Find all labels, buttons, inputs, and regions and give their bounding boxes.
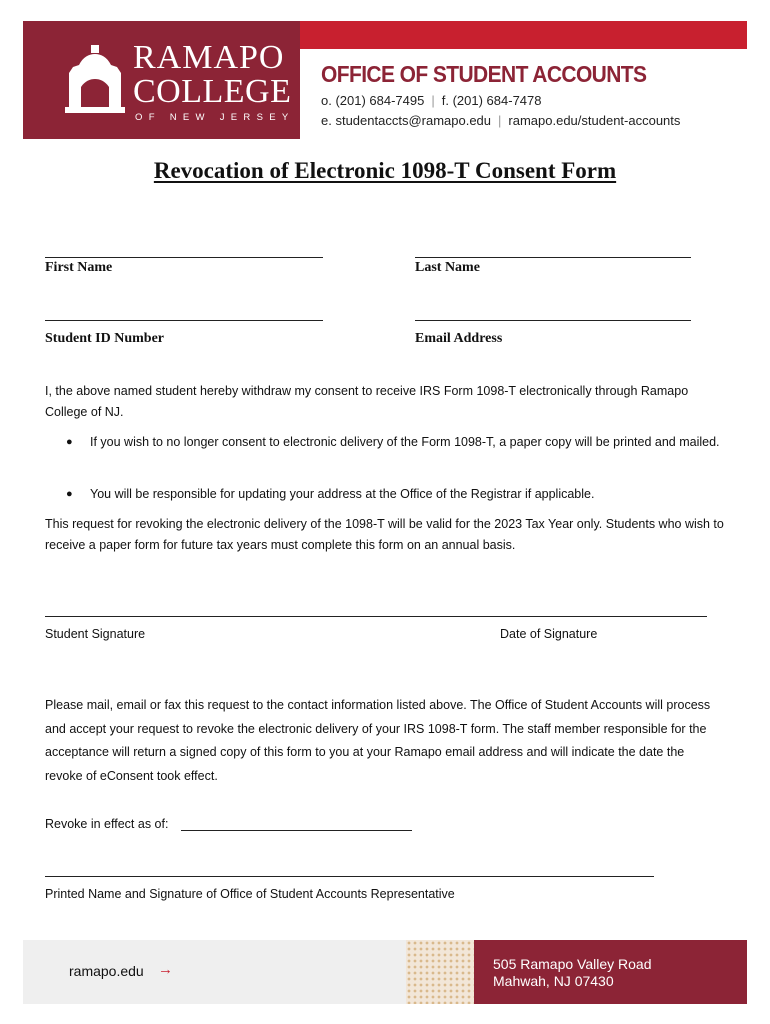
first-name-field[interactable] (45, 257, 323, 258)
representative-signature-label: Printed Name and Signature of Office of Student Accounts Representative (45, 887, 455, 901)
validity-statement: This request for revoking the electronic delivery of the 1098-T will be valid for the 2023 Tax Year only. Students who wish to receive a paper form for future tax years must complete this form on an annual basis. (45, 517, 724, 552)
consent-statement: I, the above named student hereby withdraw my consent to receive IRS Form 1098-T electronically through Ramapo College of NJ. (45, 384, 689, 419)
footer-address-street: 505 Ramapo Valley Road (493, 956, 652, 972)
revoke-effective-label: Revoke in effect as of: (45, 817, 169, 831)
office-title: OFFICE OF STUDENT ACCOUNTS (321, 62, 647, 88)
student-id-field[interactable] (45, 320, 323, 321)
logo-text-new-jersey: OF NEW JERSEY (135, 112, 295, 123)
bullet-address-update: You will be responsible for updating your address at the Office of the Registrar if applicable. (90, 487, 595, 501)
last-name-field[interactable] (415, 257, 691, 258)
bullet-icon: ● (66, 488, 73, 500)
student-signature-label: Student Signature (45, 627, 146, 641)
arrow-right-icon[interactable]: → (158, 961, 173, 978)
footer-website-link[interactable]: ramapo.edu (69, 963, 144, 979)
website-link[interactable]: ramapo.edu/student-accounts (508, 113, 681, 128)
student-signature-field[interactable] (45, 616, 707, 617)
college-logo (23, 21, 300, 139)
bullet-paper-copy: If you wish to no longer consent to electronic delivery of the Form 1098-T, a paper copy will be printed and mailed. (90, 435, 720, 449)
contact-phone-row: o. (201) 684-7495 | f. (201) 684-7478 (321, 93, 542, 108)
bullet-icon: ● (66, 436, 73, 448)
logo-text-college: COLLEGE (133, 73, 292, 110)
email-address[interactable]: e. studentaccts@ramapo.edu (321, 113, 492, 128)
email-field[interactable] (415, 320, 691, 321)
arch-gate-icon (65, 43, 125, 113)
submission-instructions: Please mail, email or fax this request to the contact information listed above. The Office of Student Accounts will process and accept your request to revoke the electronic delivery of your IRS 1098-T form. The staff member responsible for the acceptance will return a signed copy of this form to you at your Ramapo email address and will indicate the date the revoke of eConsent took effect. (45, 698, 711, 783)
logo-text-ramapo: RAMAPO (133, 39, 285, 76)
fax-number: f. (201) 684-7478 (441, 93, 542, 108)
footer-right-panel (474, 940, 747, 1004)
revoke-date-field[interactable] (181, 830, 412, 831)
date-of-signature-label: Date of Signature (500, 627, 598, 641)
first-name-label: First Name (45, 260, 113, 275)
student-id-label: Student ID Number (45, 331, 165, 346)
representative-signature-field[interactable] (45, 876, 654, 877)
last-name-label: Last Name (415, 260, 480, 275)
phone-number: o. (201) 684-7495 (321, 93, 425, 108)
form-title: Revocation of Electronic 1098-T Consent Form (153, 158, 617, 183)
email-label: Email Address (415, 331, 503, 346)
footer-pattern (406, 940, 474, 1004)
header-red-band (300, 21, 747, 49)
contact-web-row: e. studentaccts@ramapo.edu | ramapo.edu/student-accounts (321, 113, 681, 128)
footer-address-city: Mahwah, NJ 07430 (493, 973, 614, 989)
